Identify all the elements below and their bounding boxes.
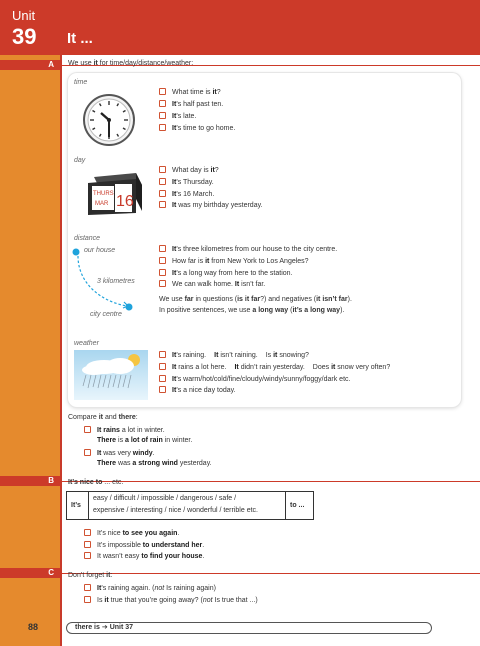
rain-weather-icon — [74, 350, 148, 400]
checkbox-icon — [159, 280, 166, 287]
weather-line-4: It’s a nice day today. — [159, 386, 236, 394]
calendar-day: THURS — [93, 191, 114, 197]
page-title: It ... — [67, 30, 93, 47]
house-dot-icon — [73, 249, 80, 256]
compare-line-3: It was very windy. — [84, 449, 155, 457]
time-line-1: What time is it? — [159, 88, 221, 96]
time-line-4: It’s time to go home. — [159, 124, 235, 132]
section-a-tag: A — [0, 60, 60, 70]
checkbox-icon — [84, 529, 91, 536]
table-mid-line-1: easy / difficult / impossible / dangerous / safe / — [93, 495, 237, 502]
table-divider — [88, 491, 89, 520]
checkbox-icon — [159, 351, 166, 358]
distance-note-2: In positive sentences, we use a long way (it’s a long way). — [159, 307, 345, 314]
section-b-title: It’s nice to ... etc. — [68, 479, 124, 486]
arrow-right-icon: ➔ — [101, 624, 108, 631]
weather-line-3: It’s warm/hot/cold/fine/cloudy/windy/sunny/foggy/dark etc. — [159, 375, 350, 383]
category-day: day — [74, 157, 86, 164]
sidebar-divider — [60, 0, 62, 646]
category-distance: distance — [74, 235, 101, 242]
compare-line-1: It rains a lot in winter. — [84, 426, 165, 434]
table-right-cell: to ... — [290, 502, 305, 509]
checkbox-icon — [84, 552, 91, 559]
checkbox-icon — [159, 269, 166, 276]
page-number: 88 — [28, 622, 39, 632]
category-weather: weather — [74, 340, 99, 347]
day-line-2: It’s Thursday. — [159, 178, 214, 186]
checkbox-icon — [159, 112, 166, 119]
clock-icon — [82, 93, 136, 147]
c-line-1: It’s raining again. (not Is raining again) — [84, 584, 216, 592]
unit-number: 39 — [12, 24, 37, 49]
section-a-intro: We use it for time/day/distance/weather: — [68, 60, 194, 67]
checkbox-icon — [159, 257, 166, 264]
compare-line-4: There was a strong wind yesterday. — [97, 460, 212, 467]
category-time: time — [74, 79, 88, 86]
checkbox-icon — [84, 541, 91, 548]
distance-line-3: It’s a long way from here to the station. — [159, 269, 293, 277]
checkbox-icon — [84, 449, 91, 456]
diagram-house-label: our house — [84, 247, 116, 254]
weather-line-1: It’s raining. It isn’t raining. Is it snowing? — [159, 351, 309, 359]
table-mid-line-2: expensive / interesting / nice / wonderful / terrible etc. — [93, 507, 258, 514]
checkbox-icon — [159, 245, 166, 252]
checkbox-icon — [159, 166, 166, 173]
c-line-2: Is it true that you’re going away? (not Is true that ...) — [84, 596, 258, 604]
checkbox-icon — [84, 426, 91, 433]
day-line-4: It was my birthday yesterday. — [159, 201, 263, 209]
distance-line-2: How far is it from New York to Los Angeles? — [159, 257, 309, 265]
distance-note-1: We use far in questions (is it far?) and negatives (it isn’t far). — [159, 296, 352, 303]
distance-line-4: We can walk home. It isn’t far. — [159, 280, 265, 288]
day-line-1: What day is it? — [159, 166, 219, 174]
b-line-2: It’s impossible to understand her. — [84, 541, 204, 549]
checkbox-icon — [159, 88, 166, 95]
diagram-city-label: city centre — [90, 311, 122, 318]
checkbox-icon — [159, 386, 166, 393]
section-b-tag: B — [0, 476, 60, 486]
diagram-km-label: 3 kilometres — [97, 278, 135, 285]
left-sidebar — [0, 0, 60, 646]
checkbox-icon — [159, 190, 166, 197]
weather-line-2: It rains a lot here. It didn’t rain yesterday. Does it snow very often? — [159, 363, 390, 371]
distance-line-1: It’s three kilometres from our house to the city centre. — [159, 245, 337, 253]
section-c-title: Don’t forget it: — [68, 572, 113, 579]
checkbox-icon — [159, 375, 166, 382]
compare-title: Compare it and there: — [68, 414, 138, 421]
unit-label: Unit — [12, 8, 36, 23]
section-c-tag: C — [0, 568, 60, 578]
day-line-3: It’s 16 March. — [159, 190, 214, 198]
b-line-1: It’s nice to see you again. — [84, 529, 179, 537]
time-line-3: It’s late. — [159, 112, 196, 120]
table-divider — [285, 491, 286, 520]
city-dot-icon — [126, 304, 133, 311]
checkbox-icon — [159, 201, 166, 208]
checkbox-icon — [159, 124, 166, 131]
b-line-3: It wasn’t easy to find your house. — [84, 552, 204, 560]
time-line-2: It’s half past ten. — [159, 100, 223, 108]
checkbox-icon — [159, 363, 166, 370]
checkbox-icon — [84, 584, 91, 591]
checkbox-icon — [159, 178, 166, 185]
checkbox-icon — [159, 100, 166, 107]
checkbox-icon — [84, 596, 91, 603]
calendar-date: 16 — [116, 193, 134, 210]
cross-reference-link[interactable]: there is ➔ Unit 37 — [66, 622, 432, 634]
calendar-block-icon — [84, 171, 144, 217]
calendar-month: MAR — [95, 201, 109, 207]
table-left-cell: It’s — [71, 502, 81, 509]
compare-line-2: There is a lot of rain in winter. — [97, 437, 193, 444]
